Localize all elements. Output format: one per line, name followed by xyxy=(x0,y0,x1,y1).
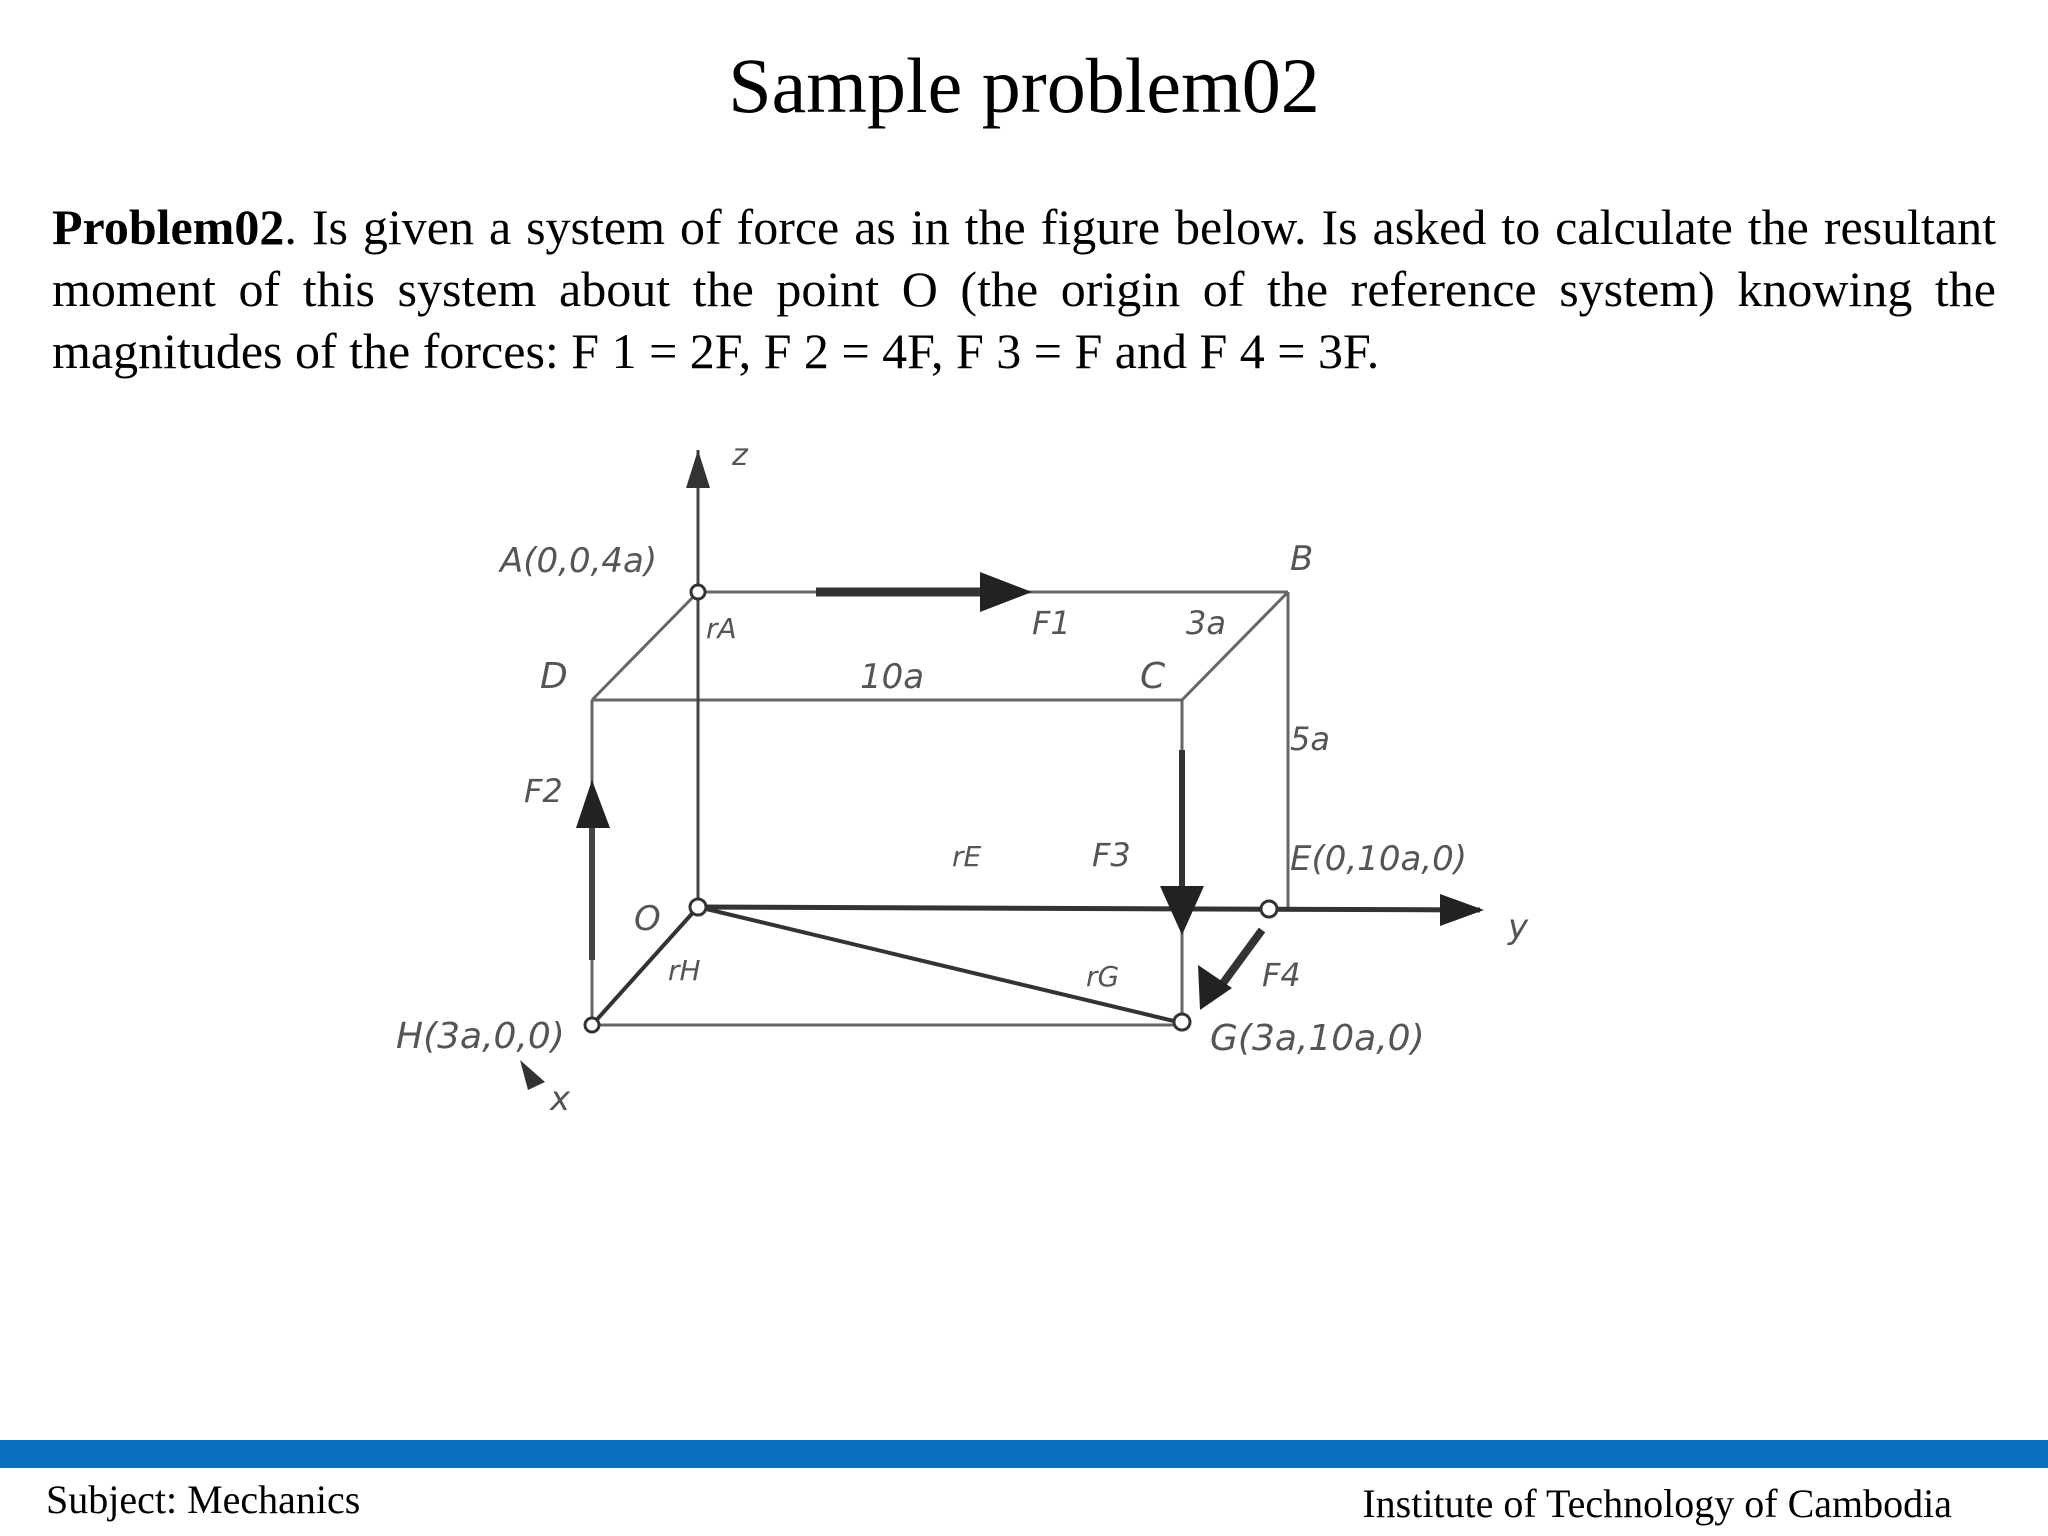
force-f2-name: F 2 xyxy=(763,323,829,379)
vector-rA-label: rA xyxy=(706,612,737,645)
z-axis-arrow-icon xyxy=(686,450,710,488)
x-axis-label: x xyxy=(550,1079,571,1119)
problem-text: . Is given a system of force as in the figure below. Is asked to calculate the resultant moment of this system about the point O (the origin of the reference system) knowing the magnitudes of the forces: xyxy=(52,199,1996,379)
force-f3-value: = F and xyxy=(1021,323,1200,379)
point-G-label: G(3a,10a,0) xyxy=(1210,1018,1425,1059)
force-f3-name: F 3 xyxy=(955,323,1022,379)
slide-title: Sample problem02 xyxy=(728,42,1320,129)
force-F3-label: F3 xyxy=(1092,836,1131,874)
problem-label: Problem02 xyxy=(52,199,285,255)
point-A-label: A(0,0,4a) xyxy=(500,541,658,581)
y-axis xyxy=(698,907,1480,910)
footer-institute: Institute of Technology of Cambodia xyxy=(1362,1481,1952,1526)
force-f1-value: = 2F, xyxy=(636,323,764,379)
force-F2-label: F2 xyxy=(524,772,563,810)
dimension-3a-label: 3a xyxy=(1186,604,1226,642)
y-axis-arrow-icon xyxy=(1440,894,1484,926)
dimension-10a-label: 10a xyxy=(860,657,925,697)
point-D-label: D xyxy=(540,656,568,697)
vector-rE-label: rE xyxy=(952,840,982,873)
point-G-marker xyxy=(1174,1014,1190,1030)
vector-rH-label: rH xyxy=(668,954,701,987)
footer-bar xyxy=(0,1440,2048,1468)
point-C-label: C xyxy=(1140,656,1166,697)
force-f4-name: F 4 xyxy=(1199,323,1265,379)
point-H-label: H(3a,0,0) xyxy=(396,1016,565,1057)
point-H-marker xyxy=(585,1018,599,1032)
point-E-label: E(0,10a,0) xyxy=(1290,839,1467,879)
force-F1-arrow-icon xyxy=(980,572,1032,612)
force-F4-line xyxy=(1218,930,1262,990)
point-E-marker xyxy=(1261,901,1277,917)
x-axis-arrow-icon xyxy=(520,1060,545,1090)
point-O-marker xyxy=(690,899,706,915)
forces xyxy=(576,572,1262,1010)
point-A-marker xyxy=(691,585,705,599)
axes xyxy=(520,450,1484,1090)
force-f1-name: F 1 xyxy=(571,323,637,379)
problem-statement xyxy=(52,196,1996,382)
force-diagram xyxy=(380,420,1580,1140)
force-F1-label: F1 xyxy=(1032,604,1071,642)
vector-rG-label: rG xyxy=(1086,960,1120,993)
footer-subject: Subject: Mechanics xyxy=(46,1477,361,1522)
y-axis-label: y xyxy=(1508,907,1529,947)
force-F4-label: F4 xyxy=(1262,956,1301,994)
force-F2-arrow-icon xyxy=(576,780,610,828)
dimension-5a-label: 5a xyxy=(1290,720,1330,758)
point-B-label: B xyxy=(1290,539,1314,579)
figure-labels xyxy=(396,438,1529,1119)
force-system-figure xyxy=(380,420,1580,1140)
z-axis-label: z xyxy=(732,438,748,473)
point-O-label: O xyxy=(634,899,661,939)
force-f2-value: = 4F, xyxy=(828,323,956,379)
force-f4-value: = 3F. xyxy=(1264,323,1380,379)
